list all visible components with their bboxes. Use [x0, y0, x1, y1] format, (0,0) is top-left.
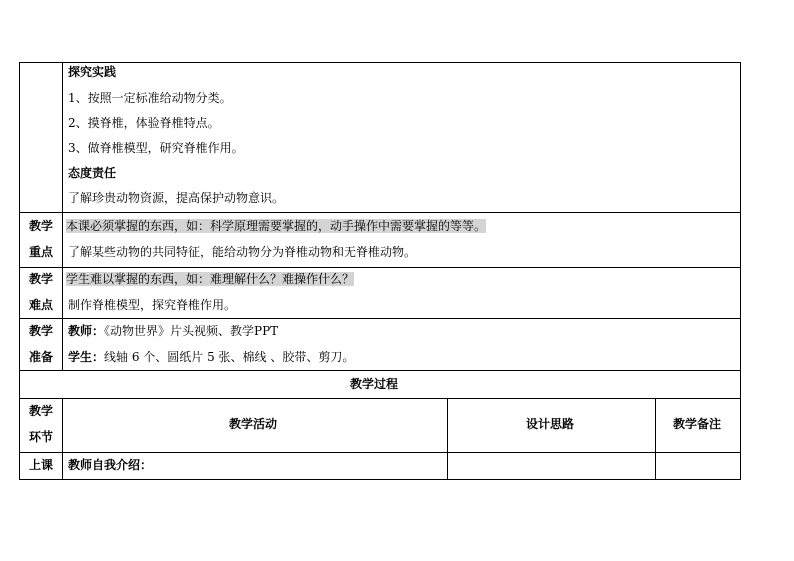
row-divider [19, 452, 741, 453]
teacher-materials: 《动物世界》片头视频、教学PPT [104, 324, 279, 338]
stage-header-2: 环节 [29, 430, 54, 444]
preparation-teacher [68, 324, 278, 338]
difficulties-text: 制作脊椎模型，探究脊椎作用。 [68, 298, 237, 312]
notes-column-divider [655, 398, 656, 480]
key-points-label-2: 重点 [29, 245, 54, 259]
practice-item-1: 1、按照一定标准给动物分类。 [68, 91, 232, 105]
difficulties-hint: 学生难以掌握的东西，如：难理解什么？难操作什么？ [66, 272, 355, 286]
process-title: 教学过程 [350, 377, 399, 391]
preparation-label-1: 教学 [29, 324, 54, 338]
activity-self-intro: 教师自我介绍： [68, 458, 153, 472]
student-label: 学生： [68, 350, 105, 364]
practice-item-2: 2、摸脊椎，体验脊椎特点。 [68, 116, 220, 130]
preparation-student [68, 350, 354, 364]
key-points-label-1: 教学 [29, 219, 54, 233]
attitude-heading: 态度责任 [68, 166, 117, 180]
label-column-divider [62, 62, 63, 370]
table-border-top [19, 62, 741, 63]
row-divider [19, 398, 741, 399]
row-divider [19, 318, 741, 319]
table-border-left [19, 62, 20, 480]
stage-header-1: 教学 [29, 404, 54, 418]
design-column-header: 设计思路 [526, 417, 575, 431]
label-column-divider-lower [62, 398, 63, 480]
preparation-label-2: 准备 [29, 350, 54, 364]
key-points-text: 了解某些动物的共同特征，能给动物分为脊椎动物和无脊椎动物。 [68, 245, 417, 259]
student-materials: 线轴 6 个、圆纸片 5 张、棉线 、胶带、剪刀。 [104, 350, 355, 364]
activity-column-header: 教学活动 [229, 417, 278, 431]
difficulties-label-2: 难点 [29, 298, 54, 312]
row-divider [19, 212, 741, 213]
table-border-right [740, 62, 741, 480]
row-divider [19, 267, 741, 268]
key-points-hint: 本课必须掌握的东西，如：科学原理需要掌握的，动手操作中需要掌握的等等。 [66, 219, 487, 233]
attitude-text: 了解珍贵动物资源，提高保护动物意识。 [68, 191, 285, 205]
design-column-divider [447, 398, 448, 480]
table-border-bottom [19, 479, 741, 480]
practice-heading: 探究实践 [68, 65, 117, 79]
difficulties-label-1: 教学 [29, 272, 54, 286]
notes-column-header: 教学备注 [673, 417, 722, 431]
practice-item-3: 3、做脊椎模型，研究脊椎作用。 [68, 141, 244, 155]
teacher-label: 教师： [68, 324, 105, 338]
row-divider [19, 370, 741, 371]
stage-class-start: 上课 [29, 458, 54, 472]
